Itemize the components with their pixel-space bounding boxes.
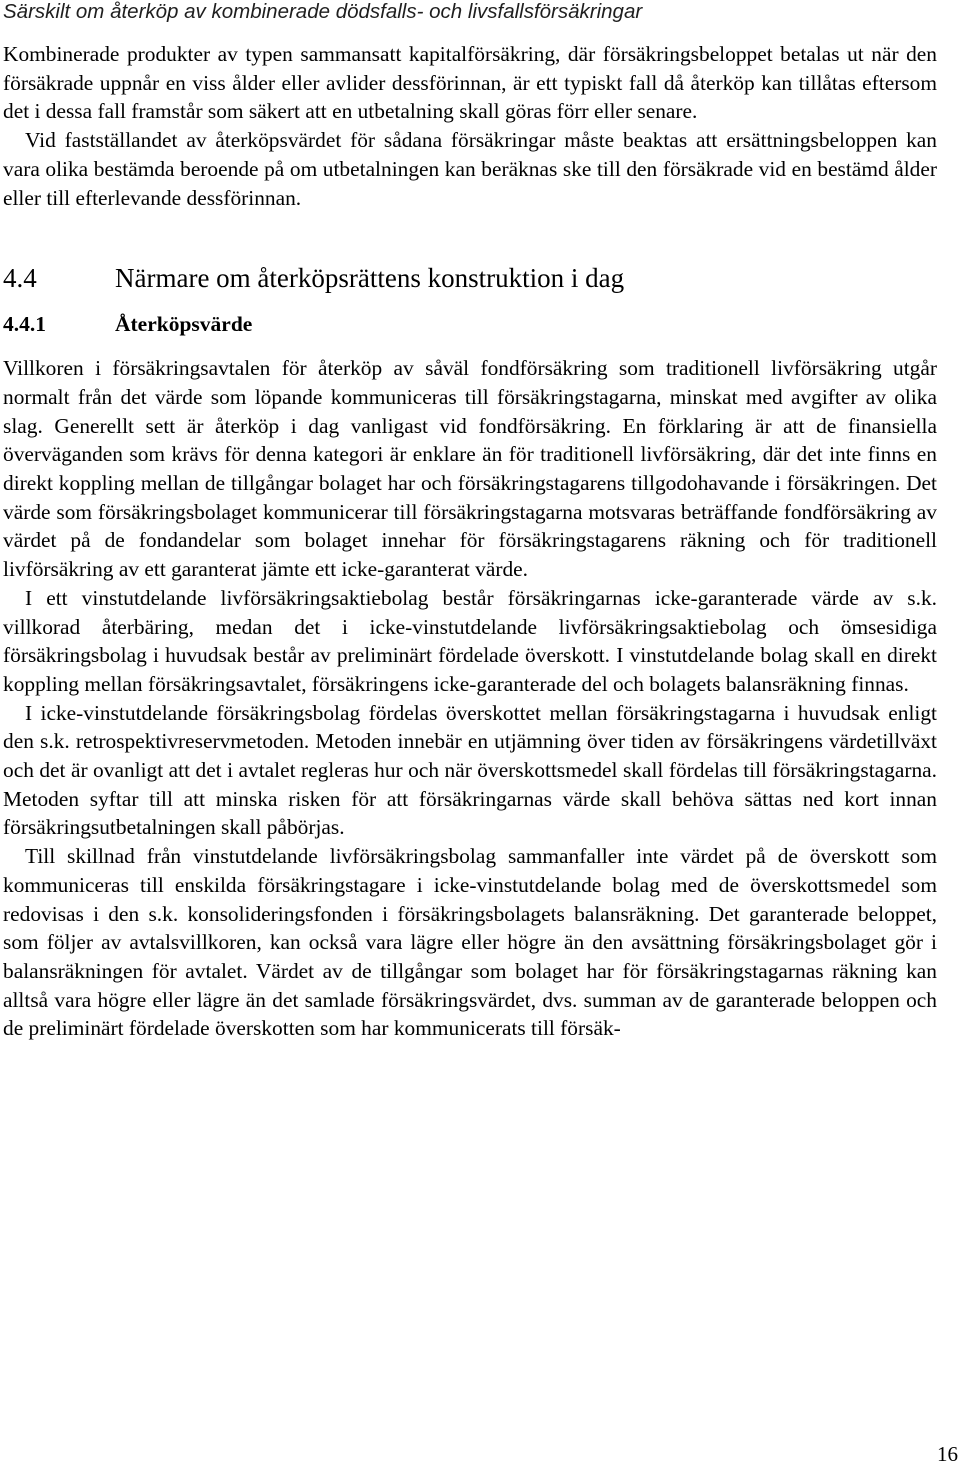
running-header: Särskilt om återköp av kombinerade dödsfalls- och livsfallsförsäkringar [3, 0, 643, 23]
body-paragraph-4: Till skillnad från vinstutdelande livförsäkringsbolag sammanfaller inte värdet på de överskott som kommuniceras till enskilda försäkringstagare i icke-vinstutdelande bolag med de överskottsmedel som redovisas i den s.k. konsolideringsfonden i försäkringsbolagets balansräkning. Det garanterade beloppet, som följer av avtalsvillkoren, kan också vara lägre eller högre än den avsättning försäkringsbolaget gör i balansräkningen för avtalet. Värdet av de tillgångar som bolaget har för försäkringstagarnas räkning kan alltså vara högre eller lägre än det samlade försäkringsvärdet, dvs. summan av de garanterade beloppen och de preliminärt fördelade överskotten som har kommunicerats till försäk- [3, 844, 937, 1041]
section-title: Närmare om återköpsrättens konstruktion i dag [115, 263, 625, 294]
subsection-number: 4.4.1 [3, 312, 46, 337]
body-paragraph-3: I icke-vinstutdelande försäkringsbolag fördelas överskottet mellan försäkringstagarna i huvudsak enligt den s.k. retrospektivreservmetoden. Metoden innebär en utjämning över tiden av försäkringens värdetillväxt och det är ovanligt att det i avtalet regleras hur och när överskottsmedel skall fördelas till försäkringstagarna. Metoden syftar till att minska risken för att försäkringarnas värde skall behöva sättas ned kort innan försäkringsutbetalningen skall påbörjas. [3, 700, 937, 840]
section-number: 4.4 [3, 263, 37, 294]
intro-paragraph-2: Vid fastställandet av återköpsvärdet för sådana försäkringar måste beaktas att ersättningsbeloppen kan vara olika bestämda beroende på om utbetalningen kan beräknas ske till den försäkrade vid en bestämd ålder eller till efterlevande dessförinnan. [3, 128, 937, 210]
section-heading [3, 262, 937, 294]
intro-paragraph-1: Kombinerade produkter av typen sammansatt kapitalförsäkring, där försäkringsbeloppet betalas ut när den försäkrade uppnår en viss ålder eller avlider dessförinnan, är ett typiskt fall då återköp kan tillåtas eftersom det i dessa fall framstår som säkert att en utbetalning skall göras förr eller senare. [3, 42, 937, 124]
document-page [3, 0, 937, 1043]
body-paragraph-2: I ett vinstutdelande livförsäkringsaktiebolag består försäkringarnas icke-garanterade värde av s.k. villkorad återbäring, medan det i icke-vinstutdelande livförsäkringsaktiebolag och ömsesidiga försäkringsbolag i huvudsak består av preliminärt fördelade överskott. I vinstutdelande bolag skall en direkt koppling mellan försäkringsavtalet, försäkringens icke-garanterade del och bolagets balansräkning finnas. [3, 585, 937, 696]
subsection-heading [3, 310, 937, 338]
subsection-title: Återköpsvärde [115, 312, 253, 337]
page-number: 16 [937, 1442, 958, 1466]
body-paragraph-1: Villkoren i försäkringsavtalen för återköp av såväl fondförsäkring som traditionell livförsäkring utgår normalt från det värde som löpande kommuniceras till försäkringstagarna, minskat med avgifter av olika slag. Generellt sett är återköp i dag vanligast vid fondförsäkring. En förklaring är att de finansiella överväganden som krävs för denna kategori är enklare än för traditionell livförsäkring, där det inte finns en direkt koppling mellan de tillgångar bolaget har och försäkringstagarens tillgodohavande i försäkringen. Det värde som försäkringsbolaget kommunicerar till försäkringstagarna motsvaras beträffande fondförsäkring av värdet på de fondandelar som bolaget innehar för försäkringstagarens räkning och för traditionell livförsäkring av ett garanterat jämte ett icke-garanterat värde. [3, 356, 937, 582]
section-body [3, 354, 937, 1043]
